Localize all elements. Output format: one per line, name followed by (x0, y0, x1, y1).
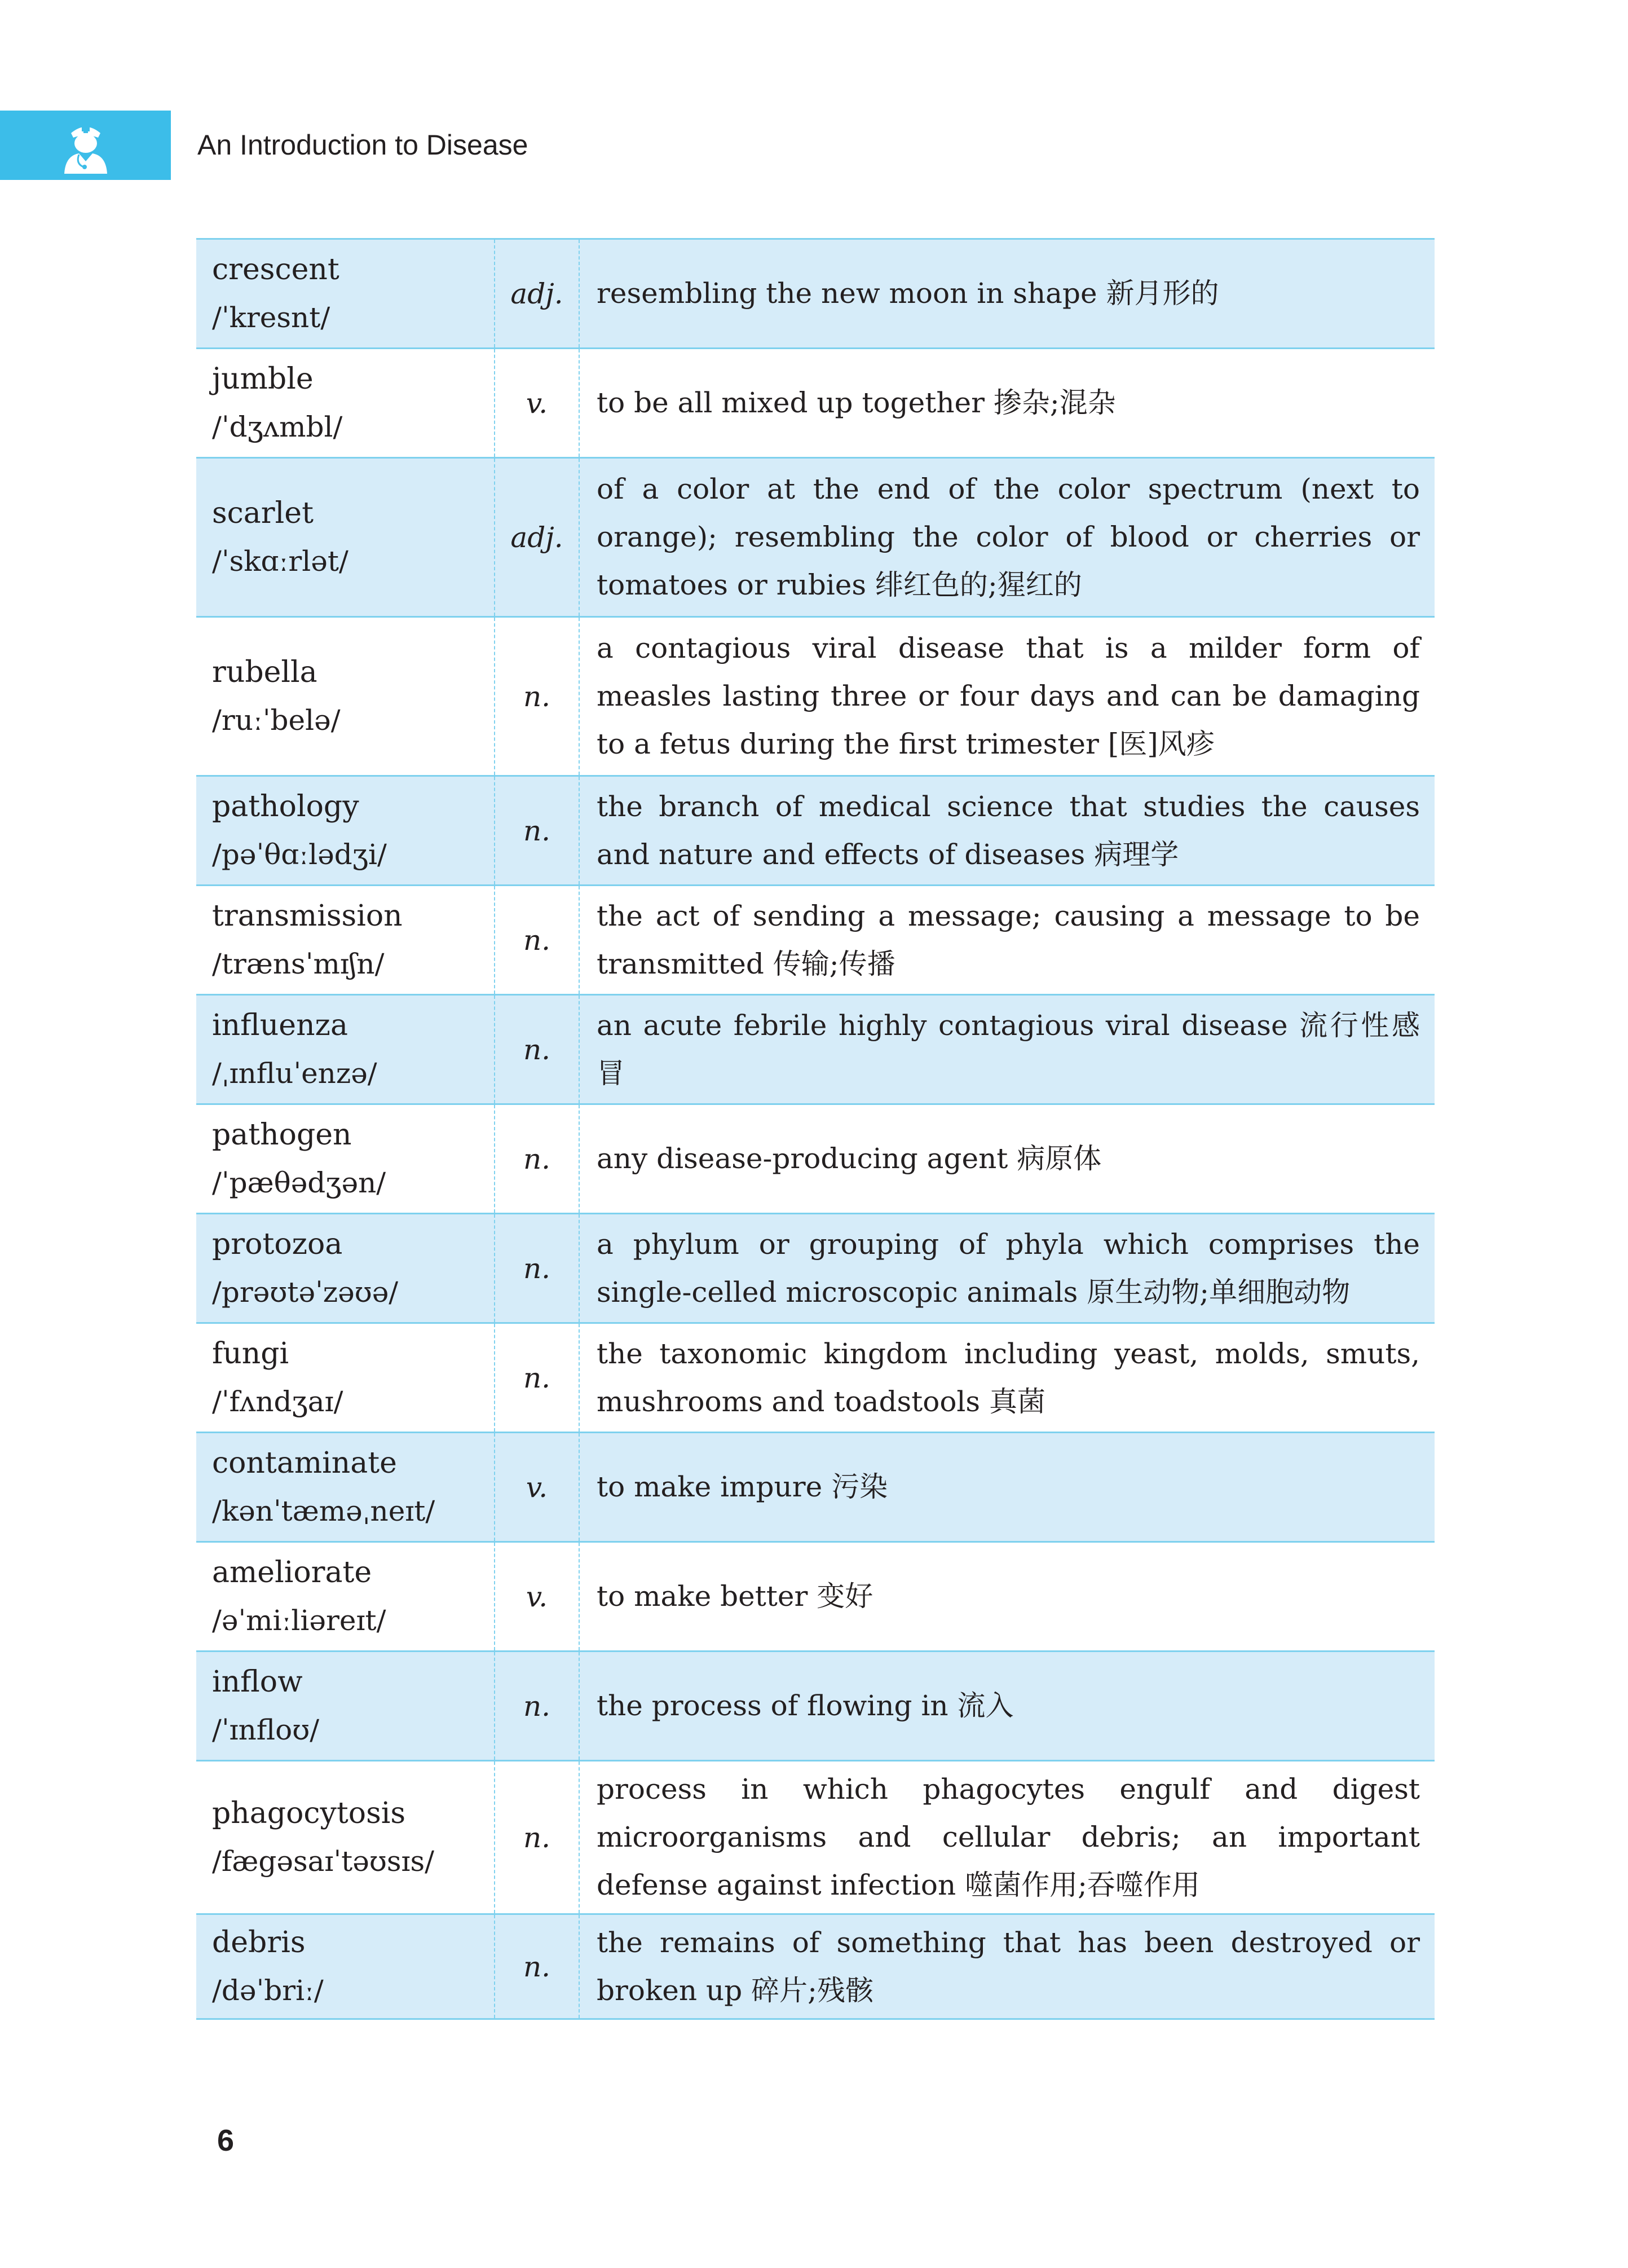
table-row (196, 1214, 1435, 1324)
word-cell (196, 1915, 495, 2018)
definition: the process of flowing in 流入 (597, 1689, 1014, 1722)
table-row (196, 459, 1435, 618)
table-row (196, 777, 1435, 886)
part-of-speech: n. (495, 1652, 580, 1760)
part-of-speech: n. (495, 1324, 580, 1432)
definition-cell (580, 996, 1435, 1103)
pronunciation: /kənˈtæməˌneɪt/ (212, 1494, 435, 1527)
header-tab (0, 111, 171, 180)
table-row (196, 996, 1435, 1105)
word: inflow (212, 1664, 303, 1699)
part-of-speech: n. (495, 886, 580, 994)
definition: a phylum or grouping of phyla which comprises the single-celled microscopic animals 原生动物;单细胞动物 (597, 1227, 1420, 1309)
definition-cell (580, 1761, 1435, 1913)
definition: to be all mixed up together 掺杂;混杂 (597, 386, 1116, 419)
part-of-speech: n. (495, 1105, 580, 1213)
part-of-speech: adj. (495, 240, 580, 347)
word-cell (196, 996, 495, 1103)
part-of-speech: n. (495, 996, 580, 1103)
definition: a contagious viral disease that is a milder form of measles lasting three or four days and can be damaging to a fetus during the first trimester [医]风疹 (597, 632, 1420, 760)
definition: the branch of medical science that studies the causes and nature and effects of diseases 病理学 (597, 790, 1420, 871)
doctor-icon (59, 117, 113, 174)
word-cell (196, 349, 495, 457)
word: transmission (212, 899, 403, 933)
word: pathogen (212, 1117, 352, 1152)
part-of-speech: adj. (495, 459, 580, 616)
part-of-speech: n. (495, 777, 580, 884)
word-cell (196, 459, 495, 616)
word: phagocytosis (212, 1796, 406, 1830)
word: crescent (212, 252, 339, 287)
definition-cell (580, 459, 1435, 616)
word-cell (196, 1214, 495, 1322)
word-cell (196, 618, 495, 775)
definition: the act of sending a message; causing a message to be transmitted 传输;传播 (597, 899, 1420, 980)
table-row (196, 240, 1435, 349)
part-of-speech: v. (495, 349, 580, 457)
pronunciation: /ˌɪnfluˈenzə/ (212, 1056, 377, 1090)
word: protozoa (212, 1227, 343, 1261)
table-row (196, 349, 1435, 459)
word-cell (196, 240, 495, 347)
page-number: 6 (217, 2124, 235, 2157)
pronunciation: /fægəsaɪˈtəʊsɪs/ (212, 1844, 434, 1878)
definition: to make better 变好 (597, 1580, 873, 1613)
pronunciation: /ˈskɑːrlət/ (212, 544, 348, 578)
part-of-speech: n. (495, 1915, 580, 2018)
table-row (196, 1543, 1435, 1652)
word: rubella (212, 655, 317, 689)
part-of-speech: n. (495, 618, 580, 775)
definition-cell (580, 1915, 1435, 2018)
pronunciation: /ˈpæθədʒən/ (212, 1166, 386, 1199)
word: ameliorate (212, 1555, 372, 1589)
definition: resembling the new moon in shape 新月形的 (597, 277, 1219, 310)
word-cell (196, 1105, 495, 1213)
word: fungi (212, 1336, 289, 1371)
definition-cell (580, 777, 1435, 884)
pronunciation: /ˈkresnt/ (212, 301, 330, 334)
definition: of a color at the end of the color spectrum (next to orange); resembling the color of blood or cherries or tomatoes or rubies 绯红色的;猩红的 (597, 473, 1420, 601)
definition-cell (580, 1433, 1435, 1541)
part-of-speech: v. (495, 1433, 580, 1541)
definition-cell (580, 886, 1435, 994)
pronunciation: /ˈfʌndʒaɪ/ (212, 1385, 343, 1418)
word-cell (196, 886, 495, 994)
definition: to make impure 污染 (597, 1470, 888, 1503)
definition-cell (580, 1214, 1435, 1322)
definition-cell (580, 1652, 1435, 1760)
definition: the taxonomic kingdom including yeast, molds, smuts, mushrooms and toadstools 真菌 (597, 1337, 1420, 1418)
word-cell (196, 1652, 495, 1760)
pronunciation: /ˈɪnfloʊ/ (212, 1713, 320, 1746)
word: contaminate (212, 1446, 397, 1480)
word: jumble (212, 362, 314, 396)
definition: an acute febrile highly contagious viral disease 流行性感冒 (597, 1009, 1420, 1090)
definition-cell (580, 1543, 1435, 1650)
part-of-speech: n. (495, 1761, 580, 1913)
vocabulary-table (196, 238, 1435, 2020)
pronunciation: /ˈdʒʌmbl/ (212, 410, 343, 443)
table-row (196, 1652, 1435, 1761)
table-row (196, 886, 1435, 996)
table-row (196, 618, 1435, 777)
table-row (196, 1915, 1435, 2020)
table-row (196, 1324, 1435, 1433)
table-row (196, 1105, 1435, 1214)
pronunciation: /əˈmiːliəreɪt/ (212, 1604, 386, 1637)
definition-cell (580, 1324, 1435, 1432)
part-of-speech: n. (495, 1214, 580, 1322)
pronunciation: /pəˈθɑːlədʒi/ (212, 838, 387, 871)
table-row (196, 1761, 1435, 1915)
word-cell (196, 1324, 495, 1432)
word-cell (196, 1433, 495, 1541)
definition-cell (580, 1105, 1435, 1213)
definition-cell (580, 618, 1435, 775)
definition-cell (580, 240, 1435, 347)
word: pathology (212, 789, 359, 823)
word-cell (196, 1543, 495, 1650)
definition: process in which phagocytes engulf and digest microorganisms and cellular debris; an important defense against infection 噬菌作用;吞噬作用 (597, 1773, 1420, 1901)
word: influenza (212, 1008, 348, 1042)
part-of-speech: v. (495, 1543, 580, 1650)
table-row (196, 1433, 1435, 1543)
word-cell (196, 1761, 495, 1913)
word-cell (196, 777, 495, 884)
definition: the remains of something that has been destroyed or broken up 碎片;残骸 (597, 1926, 1420, 2007)
word: debris (212, 1925, 306, 1959)
pronunciation: /trænsˈmɪʃn/ (212, 947, 385, 980)
pronunciation: /ruːˈbelə/ (212, 703, 341, 737)
pronunciation: /dəˈbriː/ (212, 1974, 324, 2007)
header-title: An Introduction to Disease (197, 129, 528, 161)
word: scarlet (212, 496, 314, 530)
pronunciation: /prəʊtəˈzəʊə/ (212, 1275, 399, 1309)
definition-cell (580, 349, 1435, 457)
definition: any disease-producing agent 病原体 (597, 1142, 1102, 1175)
